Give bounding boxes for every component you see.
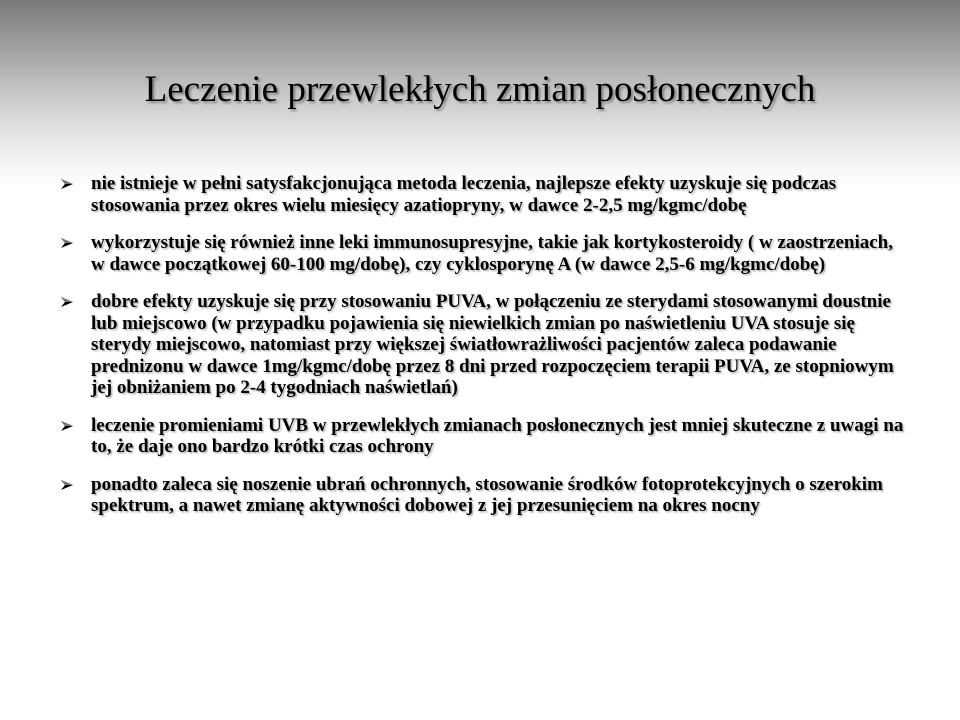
bullet-item <box>60 232 905 275</box>
bullet-item <box>60 291 905 399</box>
arrowhead-bullet-icon <box>60 237 74 249</box>
bullet-text: wykorzystuje się również inne leki immunosupresyjne, takie jak kortykosteroidy ( w zaostrzeniach, w dawce początkowej 60-100 mg/dobę), czy cyklosporynę A (w dawce 2,5-6 mg/kgmc/dobę) <box>91 232 893 275</box>
slide-title: Leczenie przewlekłych zmian posłonecznych <box>144 69 816 110</box>
bullet-text: ponadto zaleca się noszenie ubrań ochronnych, stosowanie środków fotoprotekcyjnych o szerokim spektrum, a nawet zmianę aktywności dobowej z jej przesunięciem na okres nocny <box>91 473 883 516</box>
arrowhead-bullet-icon <box>60 420 74 432</box>
bullet-item <box>60 173 905 216</box>
arrowhead-bullet-icon <box>60 296 74 308</box>
bullet-item <box>60 474 905 517</box>
bullet-list <box>60 173 905 533</box>
bullet-text: dobre efekty uzyskuje się przy stosowaniu PUVA, w połączeniu ze sterydami stosowanymi doustnie lub miejscowo (w przypadku pojawienia się niewielkich zmian po naświetleniu UVA stosuje się sterydy miejscowo, natomiast przy większej światłowrażliwości pacjentów zaleca podawanie prednizonu w dawce 1mg/kgmc/dobę przez 8 dni przed rozpoczęciem terapii PUVA, ze stopniowym jej obniżaniem po 2-4 tygodniach naświetlań) <box>91 291 894 398</box>
bullet-text: leczenie promieniami UVB w przewlekłych zmianach posłonecznych jest mniej skuteczne z uwagi na to, że daje ono bardzo krótki czas ochrony <box>91 414 904 457</box>
arrowhead-bullet-icon <box>60 178 74 190</box>
bullet-item <box>60 415 905 458</box>
bullet-text: nie istnieje w pełni satysfakcjonująca metoda leczenia, najlepsze efekty uzyskuje się podczas stosowania przez okres wielu miesięcy azatiopryny, w dawce 2-2,5 mg/kgmc/dobę <box>91 173 837 216</box>
arrowhead-bullet-icon <box>60 479 74 491</box>
